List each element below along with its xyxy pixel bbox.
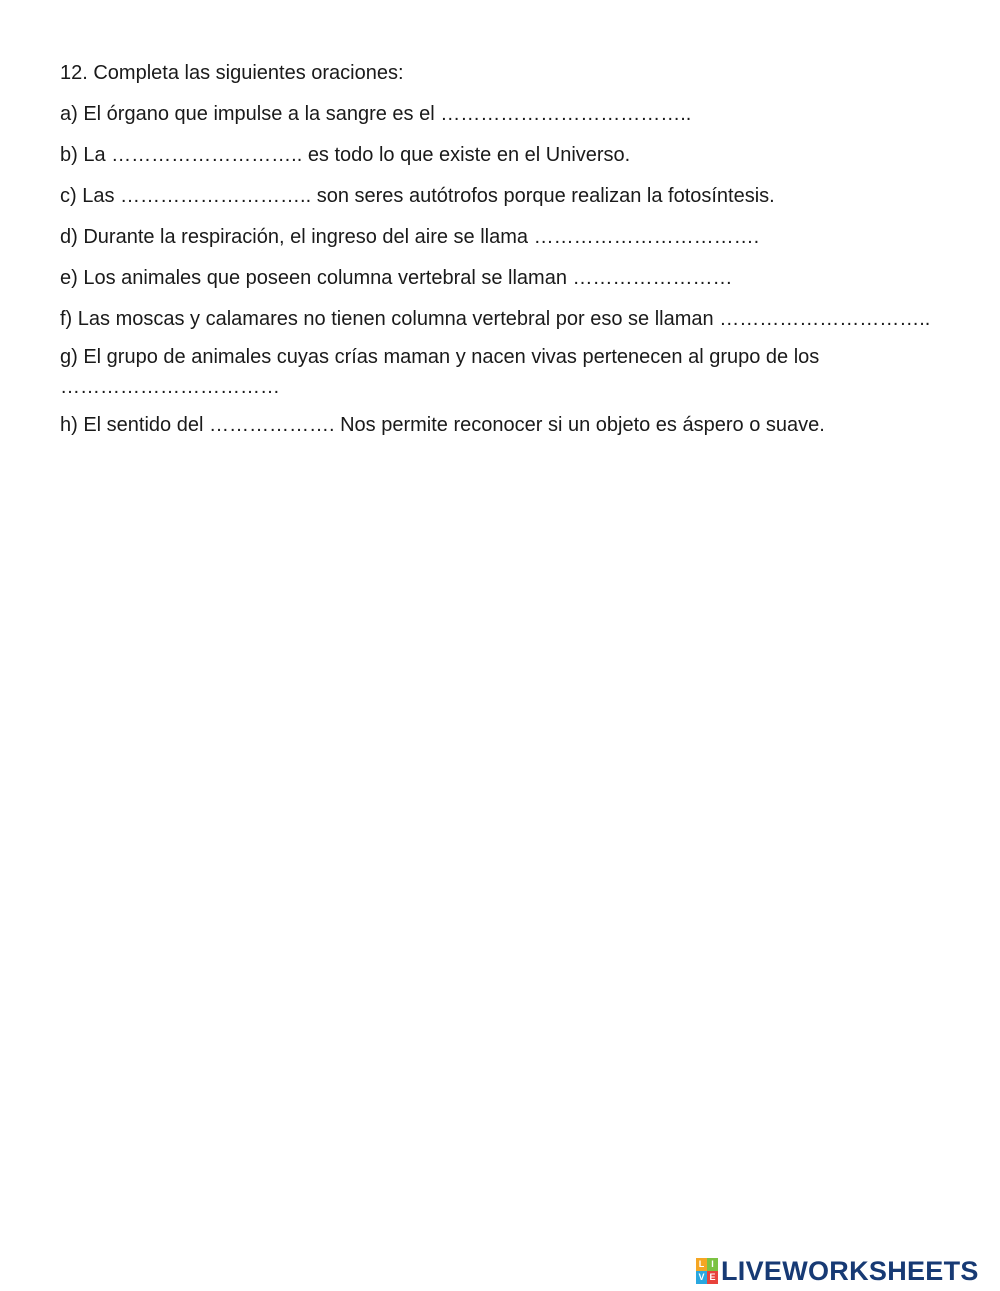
question-b: b) La ……………………….. es todo lo que existe en el Universo. (60, 144, 631, 166)
question-a: a) El órgano que impulse a la sangre es el ……………………………….. (60, 103, 692, 125)
question-h: h) El sentido del ………………. Nos permite reconocer si un objeto es áspero o suave. (60, 414, 825, 436)
question-e: e) Los animales que poseen columna vertebral se llaman …………………… (60, 267, 733, 289)
logo-mark-icon (696, 1258, 718, 1284)
logo-mark-e: E (707, 1271, 718, 1284)
question-c: c) Las ……………………….. son seres autótrofos porque realizan la fotosíntesis. (60, 185, 775, 207)
logo-mark-l: L (696, 1258, 707, 1271)
question-d: d) Durante la respiración, el ingreso del aire se llama ……………………………. (60, 226, 760, 248)
worksheet (60, 58, 960, 451)
logo-mark-i: I (707, 1258, 718, 1271)
question-g: g) El grupo de animales cuyas crías maman y nacen vivas pertenecen al grupo de los …………………………… (60, 346, 820, 398)
liveworksheets-logo (696, 1256, 979, 1286)
question-f: f) Las moscas y calamares no tienen columna vertebral por eso se llaman ………………………….. (60, 308, 931, 330)
logo-mark-v: V (696, 1271, 707, 1284)
exercise-heading: 12. Completa las siguientes oraciones: (60, 62, 404, 84)
logo-text: LIVEWORKSHEETS (721, 1255, 979, 1286)
